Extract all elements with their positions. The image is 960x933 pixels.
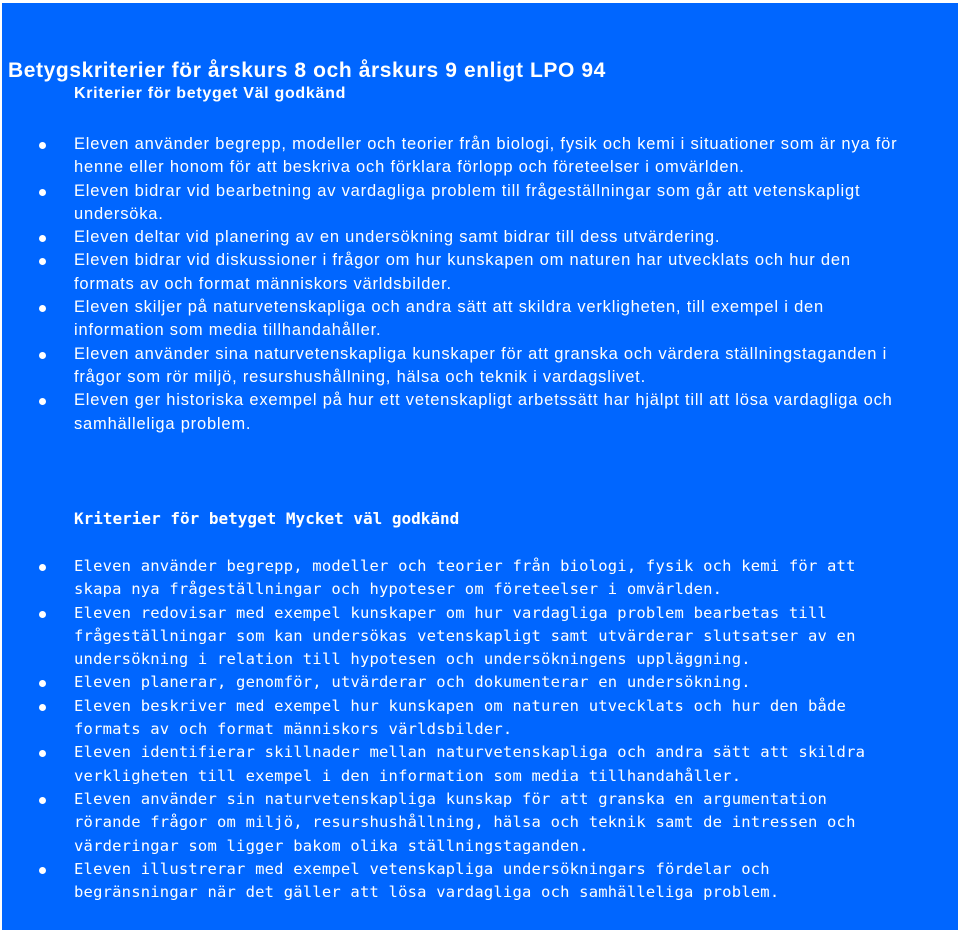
list-item xyxy=(2,343,902,390)
list-item-text: Eleven ger historiska exempel på hur ett vetenskapligt arbetssätt har hjälpt till att lösa vardagliga och samhälleliga problem. xyxy=(74,391,893,433)
list-item xyxy=(2,180,902,227)
list-item xyxy=(2,602,897,672)
list-item-text: Eleven bidrar vid diskussioner i frågor om hur kunskapen om naturen har utvecklats och hur den formats av och format människors världsbilder. xyxy=(74,251,851,293)
list-item-text: Eleven använder sina naturvetenskapliga kunskaper för att granska och värdera ställningstaganden i frågor som rör miljö, resurshushållning, hälsa och teknik i vardagslivet. xyxy=(74,344,888,386)
list-item-text: Eleven använder begrepp, modeller och teorier från biologi, fysik och kemi i situationer som är nya för henne eller honom för att beskriva och förklara förlopp och företeelser i omvärlden. xyxy=(74,135,898,177)
list-item xyxy=(2,296,902,343)
bullet-icon xyxy=(39,305,46,312)
list-item-text: Eleven skiljer på naturvetenskapliga och andra sätt att skildra verkligheten, till exempel i den information som media tillhandahåller. xyxy=(74,298,824,340)
bullet-icon xyxy=(39,750,46,757)
list-item xyxy=(2,788,897,858)
bullet-icon xyxy=(39,352,46,359)
bullet-icon xyxy=(39,235,46,242)
list-item xyxy=(2,858,897,905)
list-item-text: Eleven bidrar vid bearbetning av vardagliga problem till frågeställningar som går att vetenskapligt undersöka. xyxy=(74,181,861,223)
list-item xyxy=(2,226,902,249)
bullet-icon xyxy=(39,564,46,571)
list-item xyxy=(2,133,902,180)
list-item xyxy=(2,741,897,788)
list-item xyxy=(2,695,897,742)
list-item xyxy=(2,249,902,296)
list-item-text: Eleven använder sin naturvetenskapliga kunskap för att granska en argumentation rörande frågor om miljö, resurshushållning, hälsa och teknik samt de intressen och värderingar som ligger bakom olika ställningstaganden. xyxy=(74,789,856,855)
list-item-text: Eleven redovisar med exempel kunskaper om hur vardagliga problem bearbetas till frågeställningar som kan undersökas vetenskapligt samt utvärderar slutsatser av en undersökning i relation till hypotesen och undersökningens uppläggning. xyxy=(74,603,856,669)
criteria-list-val-godkand xyxy=(2,133,902,436)
list-item-text: Eleven identifierar skillnader mellan naturvetenskapliga och andra sätt att skildra verkligheten till exempel i den information som media tillhandahåller. xyxy=(74,743,866,785)
list-item xyxy=(2,555,897,602)
section-heading-val-godkand: Kriterier för betyget Väl godkänd xyxy=(74,85,347,102)
bullet-icon xyxy=(39,189,46,196)
list-item-text: Eleven använder begrepp, modeller och teorier från biologi, fysik och kemi för att skapa nya frågeställningar och hypoteser om företeelser i omvärlden. xyxy=(74,557,856,599)
bullet-icon xyxy=(39,611,46,618)
bullet-icon xyxy=(39,142,46,149)
page-title: Betygskriterier för årskurs 8 och årskurs 9 enligt LPO 94 xyxy=(8,59,606,82)
bullet-icon xyxy=(39,398,46,405)
list-item-text: Eleven illustrerar med exempel vetenskapliga undersökningars fördelar och begränsningar när det gäller att lösa vardagliga och samhälleliga problem. xyxy=(74,859,780,902)
bullet-icon xyxy=(39,258,46,265)
list-item-text: Eleven beskriver med exempel hur kunskapen om naturen utvecklats och hur den både formats av och format människors världsbilder. xyxy=(74,696,847,739)
bullet-icon xyxy=(39,704,46,711)
criteria-list-mycket-val-godkand xyxy=(2,555,897,904)
slide xyxy=(2,3,958,930)
section-heading-mycket-val-godkand: Kriterier för betyget Mycket väl godkänd xyxy=(74,509,460,528)
list-item xyxy=(2,671,897,694)
list-item-text: Eleven deltar vid planering av en undersökning samt bidrar till dess utvärdering. xyxy=(74,228,721,247)
bullet-icon xyxy=(39,680,46,687)
list-item-text: Eleven planerar, genomför, utvärderar och dokumenterar en undersökning. xyxy=(74,673,751,692)
bullet-icon xyxy=(39,797,46,804)
list-item xyxy=(2,389,902,436)
bullet-icon xyxy=(39,867,46,874)
